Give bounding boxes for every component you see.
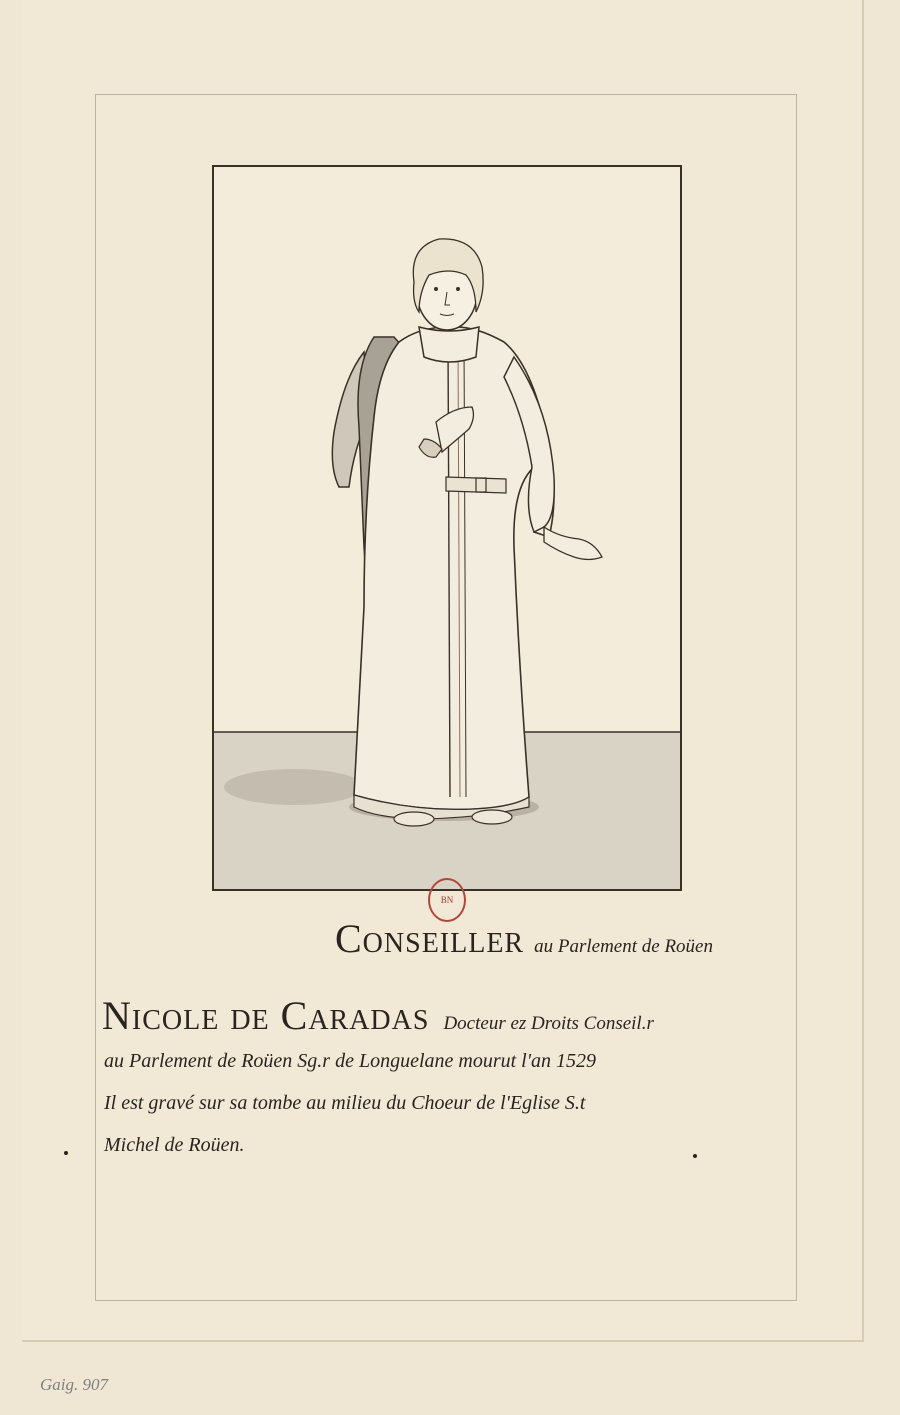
title-suffix: au Parlement de Roüen — [534, 936, 713, 957]
inscription-line-2: au Parlement de Roüen Sg.r de Longuelane mourut l'an 1529 — [104, 1050, 596, 1072]
library-stamp: BN — [428, 878, 466, 922]
title-line — [335, 915, 815, 962]
portrait-drawing-frame — [212, 165, 682, 891]
figure-illustration — [214, 167, 680, 889]
shelfmark: Gaig. 907 — [40, 1375, 108, 1394]
title-main: Conseiller — [335, 916, 525, 961]
name-line — [102, 992, 822, 1039]
inscription-line-4: Michel de Roüen. — [104, 1134, 245, 1156]
person-name: Nicole de Caradas — [102, 993, 430, 1038]
ink-dot — [693, 1154, 697, 1158]
ink-dot — [64, 1151, 68, 1155]
inscription-line-3: Il est gravé sur sa tombe au milieu du Choeur de l'Eglise S.t — [104, 1092, 586, 1114]
person-title: Docteur ez Droits Conseil.r — [443, 1013, 654, 1034]
